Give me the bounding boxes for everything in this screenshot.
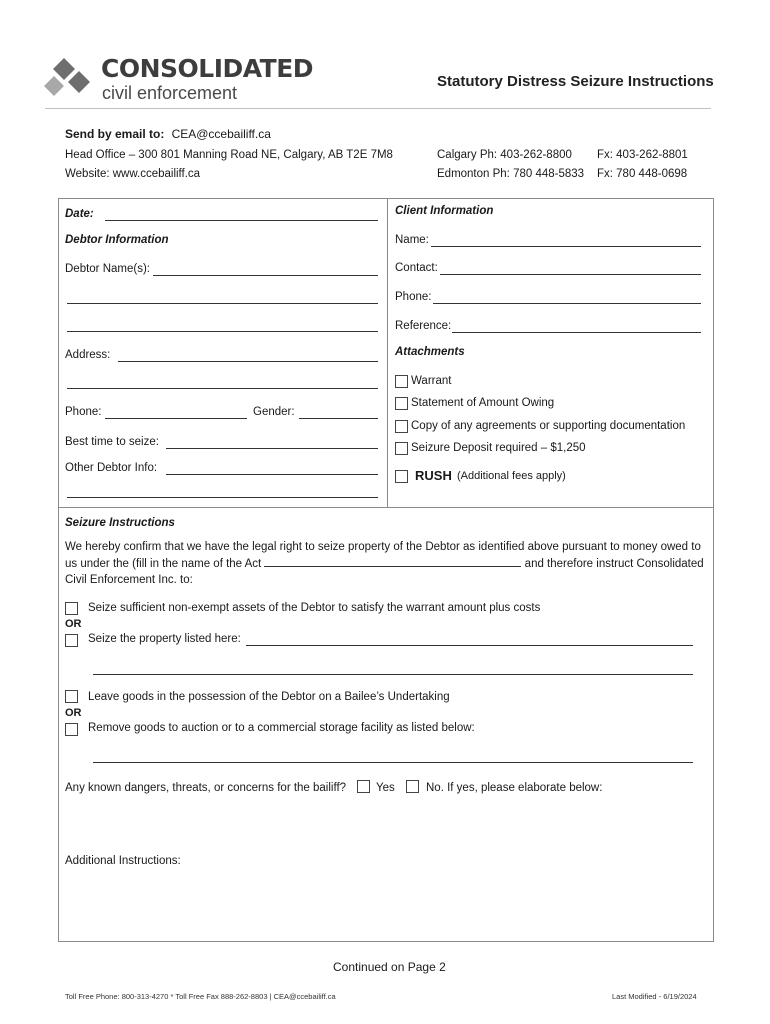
- debtor-names-field[interactable]: [153, 275, 378, 276]
- seize-listed-field[interactable]: [246, 645, 693, 646]
- or-label-1: OR: [65, 618, 82, 630]
- client-contact-field[interactable]: [440, 274, 701, 275]
- dangers-yes-checkbox[interactable]: [357, 780, 370, 793]
- phone-label: Phone:: [65, 406, 102, 418]
- header-divider: [45, 108, 711, 109]
- warrant-checkbox[interactable]: [395, 375, 408, 388]
- seizure-paragraph-a: We hereby confirm that we have the legal right to seize property of the Debtor as identified above pursuant to money owed to us under the (fill in the name of the Act: [65, 541, 701, 570]
- debtor-phone-field[interactable]: [105, 418, 247, 419]
- edmonton-fax: Fx: 780 448-0698: [597, 168, 688, 180]
- statement-checkbox[interactable]: [395, 397, 408, 410]
- act-name-field[interactable]: [264, 555, 521, 567]
- seize-listed-checkbox[interactable]: [65, 634, 78, 647]
- other-info-label: Other Debtor Info:: [65, 462, 158, 474]
- debtor-heading: Debtor Information: [65, 234, 169, 246]
- seize-listed-field-2[interactable]: [93, 674, 693, 675]
- additional-instructions-label: Additional Instructions:: [65, 855, 181, 867]
- remove-goods-field[interactable]: [93, 762, 693, 763]
- rush-note: (Additional fees apply): [457, 470, 566, 482]
- dangers-yes-label: Yes: [376, 782, 395, 794]
- send-by-email: [65, 127, 271, 141]
- client-name-label: Name:: [395, 234, 429, 246]
- other-info-field-2[interactable]: [67, 497, 378, 498]
- bailee-checkbox[interactable]: [65, 690, 78, 703]
- seize-sufficient-checkbox[interactable]: [65, 602, 78, 615]
- gender-label: Gender:: [253, 406, 295, 418]
- logo-tagline: civil enforcement: [102, 83, 238, 103]
- gender-field[interactable]: [299, 418, 378, 419]
- calgary-phone: Calgary Ph: 403-262-8800: [437, 149, 572, 161]
- address-field[interactable]: [118, 361, 378, 362]
- website: Website: www.ccebailiff.ca: [65, 168, 201, 180]
- address-label: Address:: [65, 349, 111, 361]
- client-name-field[interactable]: [431, 246, 701, 247]
- logo-diamond-icon: [42, 58, 94, 100]
- document-title: Statutory Distress Seizure Instructions: [437, 73, 714, 90]
- statement-label: Statement of Amount Owing: [411, 397, 555, 409]
- agreements-label: Copy of any agreements or supporting documentation: [411, 420, 686, 432]
- date-label: Date:: [65, 208, 94, 220]
- agreements-checkbox[interactable]: [395, 420, 408, 433]
- debtor-names-field-2[interactable]: [67, 303, 378, 304]
- dangers-no-label: No. If yes, please elaborate below:: [426, 782, 603, 794]
- rush-checkbox[interactable]: [395, 470, 408, 483]
- deposit-label: Seizure Deposit required – $1,250: [411, 442, 586, 454]
- debtor-names-label: Debtor Name(s):: [65, 263, 150, 275]
- dangers-question: Any known dangers, threats, or concerns for the bailiff?: [65, 782, 347, 794]
- client-reference-field[interactable]: [452, 332, 701, 333]
- bailee-label: Leave goods in the possession of the Debtor on a Bailee’s Undertaking: [88, 691, 450, 703]
- dangers-no-checkbox[interactable]: [406, 780, 419, 793]
- attachments-heading: Attachments: [395, 346, 465, 358]
- send-email-link[interactable]: CEA@ccebailiff.ca: [171, 127, 271, 141]
- head-office: Head Office – 300 801 Manning Road NE, Calgary, AB T2E 7M8: [65, 149, 393, 161]
- edmonton-phone: Edmonton Ph: 780 448-5833: [437, 168, 585, 180]
- client-heading: Client Information: [395, 205, 494, 217]
- or-label-2: OR: [65, 707, 82, 719]
- client-contact-label: Contact:: [395, 262, 438, 274]
- date-field[interactable]: [105, 220, 378, 221]
- seize-sufficient-label: Seize sufficient non-exempt assets of the Debtor to satisfy the warrant amount plus costs: [88, 602, 541, 614]
- best-time-label: Best time to seize:: [65, 436, 159, 448]
- seize-listed-label: Seize the property listed here:: [88, 633, 241, 645]
- footer-modified: Last Modified - 6/19/2024: [612, 992, 697, 1001]
- column-divider: [387, 198, 388, 507]
- debtor-names-field-3[interactable]: [67, 331, 378, 332]
- rush-label: RUSH: [415, 468, 452, 483]
- client-reference-label: Reference:: [395, 320, 452, 332]
- continued-note: Continued on Page 2: [333, 960, 446, 974]
- calgary-fax: Fx: 403-262-8801: [597, 149, 688, 161]
- remove-goods-label: Remove goods to auction or to a commercial storage facility as listed below:: [88, 722, 475, 734]
- send-label: Send by email to:: [65, 127, 165, 141]
- client-phone-label: Phone:: [395, 291, 432, 303]
- logo-wordmark: CONSOLIDATED: [101, 54, 314, 83]
- footer-contact: Toll Free Phone: 800-313-4270 * Toll Free Fax 888-262-8803 | CEA@ccebailiff.ca: [65, 992, 336, 1001]
- section-divider: [58, 507, 714, 508]
- best-time-field[interactable]: [166, 448, 378, 449]
- warrant-label: Warrant: [411, 375, 452, 387]
- remove-goods-checkbox[interactable]: [65, 723, 78, 736]
- other-info-field[interactable]: [166, 474, 378, 475]
- client-phone-field[interactable]: [433, 303, 701, 304]
- seizure-heading: Seizure Instructions: [65, 517, 175, 529]
- seizure-paragraph-b: and therefore instruct Consolidated Civil Enforcement Inc. to:: [65, 558, 704, 586]
- deposit-checkbox[interactable]: [395, 442, 408, 455]
- address-field-2[interactable]: [67, 388, 378, 389]
- seizure-paragraph: [65, 539, 705, 588]
